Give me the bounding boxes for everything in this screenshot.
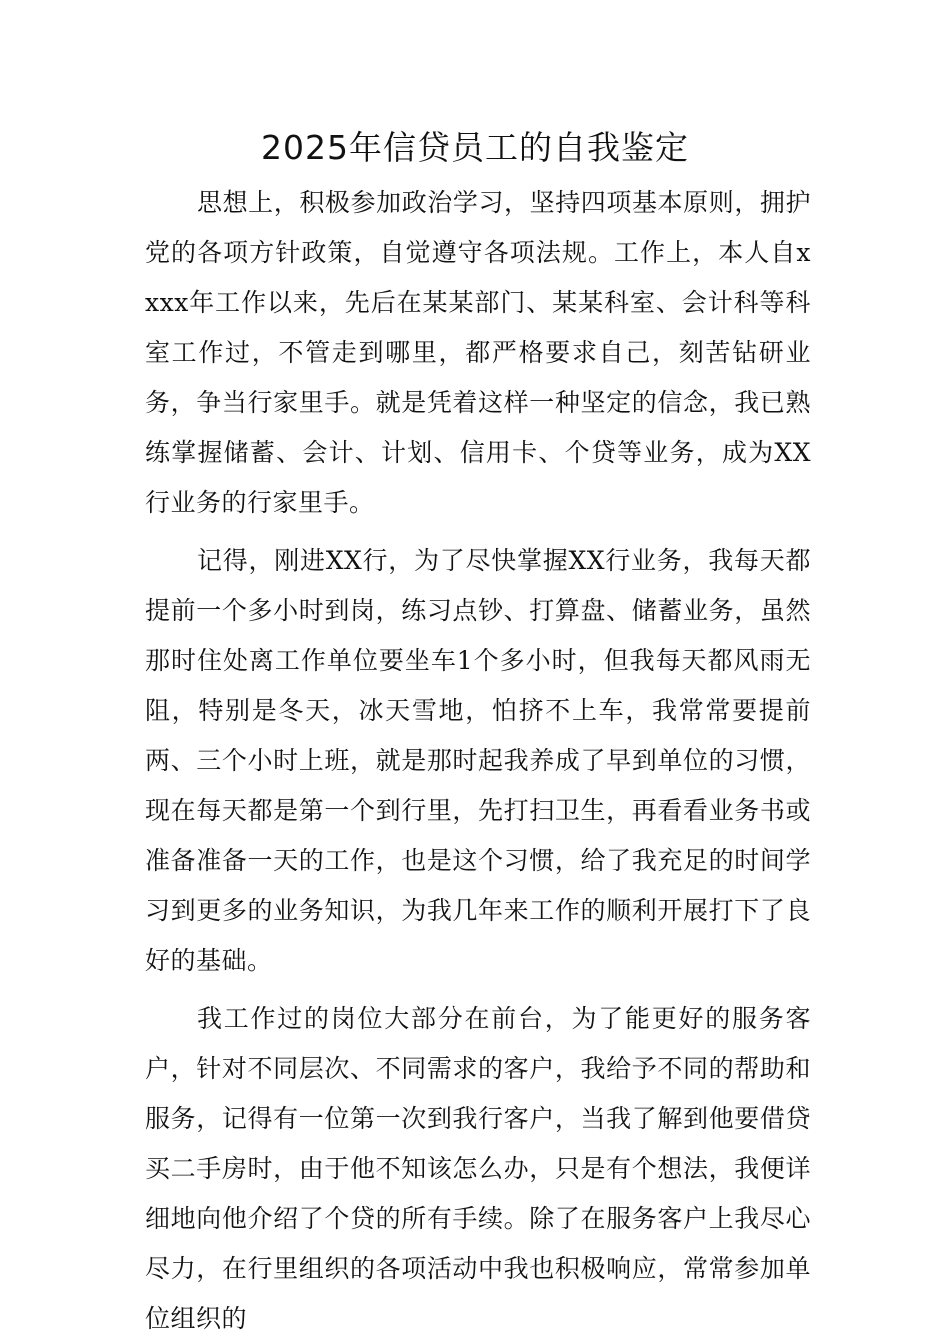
paragraph-2: 记得，刚进XX行，为了尽快掌握XX行业务，我每天都提前一个多小时到岗，练习点钞、打算盘、储蓄业务，虽然那时住处离工作单位要坐车1个多小时，但我每天都风雨无阻，特别是冬天，冰天雪地，怕挤不上车，我常常要提前两、三个小时上班，就是那时起我养成了早到单位的习惯，现在每天都是第一个到行里，先打扫卫生，再看看业务书或准备准备一天的工作，也是这个习惯，给了我充足的时间学习到更多的业务知识，为我几年来工作的顺利开展打下了良好的基础。 [145,546,811,975]
document-title: 2025年信贷员工的自我鉴定 [261,128,689,167]
paragraph-3: 我工作过的岗位大部分在前台，为了能更好的服务客户，针对不同层次、不同需求的客户，我给予不同的帮助和服务，记得有一位第一次到我行客户，当我了解到他要借贷买二手房时，由于他不知该怎么办，只是有个想法，我便详细地向他介绍了个贷的所有手续。除了在服务客户上我尽心尽力，在行里组织的各项活动中我也积极响应，常常参加单位组织的 [145,1004,811,1333]
paragraph-1: 思想上，积极参加政治学习，坚持四项基本原则，拥护党的各项方针政策，自觉遵守各项法规。工作上，本人自xxxx年工作以来，先后在某某部门、某某科室、会计科等科室工作过，不管走到哪里，都严格要求自己，刻苦钻研业务，争当行家里手。就是凭着这样一种坚定的信念，我已熟练掌握储蓄、会计、计划、信用卡、个贷等业务，成为XX行业务的行家里手。 [145,188,811,517]
document-body [145,178,811,1344]
